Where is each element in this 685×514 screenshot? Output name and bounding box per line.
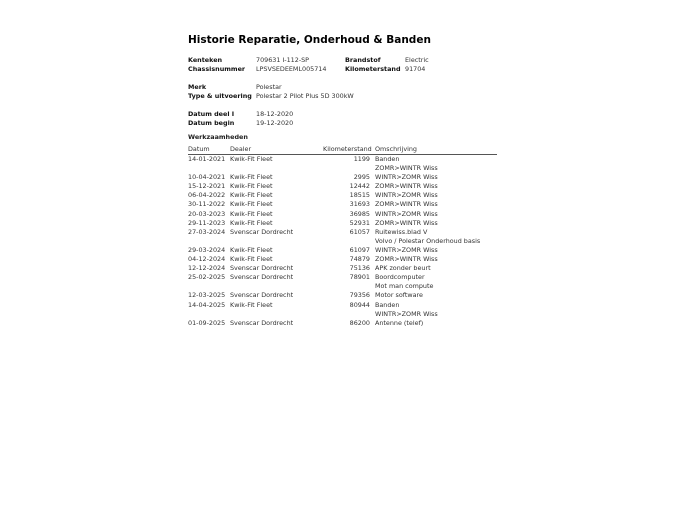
cell-omschrijving: WINTR>ZOMR Wiss: [375, 191, 438, 200]
kenteken-label: Kenteken: [188, 56, 223, 64]
cell-omschrijving: Motor software: [375, 291, 423, 300]
cell-dealer: Kwik-Fit Fleet: [230, 209, 273, 218]
chassis-label: Chassisnummer: [188, 65, 246, 73]
cell-dealer: [230, 164, 323, 173]
cell-datum: 20-03-2023: [188, 209, 226, 218]
header-kilometerstand: Kilometerstand: [323, 145, 372, 153]
cell-dealer: Svenscar Dordrecht: [230, 318, 294, 327]
cell-datum: 04-12-2024: [188, 255, 226, 264]
table-row: [188, 255, 497, 264]
cell-datum: 27-03-2024: [188, 227, 226, 236]
werkzaamheden-title: Werkzaamheden: [188, 133, 248, 141]
cell-kilometerstand: 75136: [349, 264, 370, 273]
datum-begin-value: 19-12-2020: [256, 119, 294, 127]
kilometerstand-value: 91704: [405, 65, 426, 73]
table-row: [188, 291, 497, 300]
datum-begin-label: Datum begin: [188, 119, 235, 127]
cell-dealer: Svenscar Dordrecht: [230, 227, 294, 236]
cell-omschrijving: ZOMR>WINTR Wiss: [375, 182, 438, 191]
table-row: [188, 246, 497, 255]
cell-dealer: [230, 237, 323, 246]
cell-omschrijving: Banden: [375, 155, 400, 163]
table-row: [188, 273, 497, 282]
table-row: [188, 301, 497, 310]
type-label: Type & uitvoering: [188, 92, 252, 100]
table-row: [188, 282, 497, 291]
page-title: Historie Reparatie, Onderhoud & Banden: [188, 34, 431, 46]
header-dealer: Dealer: [230, 145, 252, 153]
cell-datum: 14-01-2021: [188, 155, 226, 163]
cell-dealer: Kwik-Fit Fleet: [230, 191, 273, 200]
table-row: [188, 200, 497, 209]
cell-kilometerstand: 18515: [349, 191, 370, 200]
cell-dealer: Kwik-Fit Fleet: [230, 300, 273, 309]
cell-kilometerstand: 31693: [349, 200, 370, 209]
cell-omschrijving: WINTR>ZOMR Wiss: [375, 209, 438, 218]
cell-kilometerstand: [323, 282, 375, 291]
merk-value: Polestar: [256, 83, 282, 91]
cell-kilometerstand: 86200: [349, 318, 370, 327]
cell-datum: [188, 164, 230, 173]
header-omschrijving: Omschrijving: [375, 145, 417, 153]
cell-kilometerstand: [323, 310, 375, 319]
kilometerstand-label: Kilometerstand: [345, 65, 401, 73]
cell-omschrijving: WINTR>ZOMR Wiss: [375, 245, 438, 254]
brandstof-value: Electric: [405, 56, 429, 64]
cell-dealer: Kwik-Fit Fleet: [230, 155, 273, 163]
cell-dealer: Kwik-Fit Fleet: [230, 182, 273, 191]
table-row: [188, 310, 497, 319]
cell-kilometerstand: 36985: [349, 209, 370, 218]
table-row: [188, 228, 497, 237]
cell-kilometerstand: 78901: [349, 273, 370, 282]
chassis-value: LPSVSEDEEML005714: [256, 65, 327, 73]
cell-dealer: Kwik-Fit Fleet: [230, 173, 273, 182]
cell-dealer: Svenscar Dordrecht: [230, 273, 294, 282]
table-row: [188, 319, 497, 328]
cell-kilometerstand: 74879: [349, 255, 370, 264]
table-row: [188, 264, 497, 273]
cell-omschrijving: WINTR>ZOMR Wiss: [375, 173, 438, 182]
cell-omschrijving: WINTR>ZOMR Wiss: [375, 309, 438, 318]
cell-dealer: [230, 310, 323, 319]
table-row: [188, 155, 497, 164]
cell-omschrijving: ZOMR>WINTR Wiss: [375, 255, 438, 264]
cell-datum: 15-12-2021: [188, 182, 226, 191]
cell-dealer: [230, 282, 323, 291]
cell-datum: 30-11-2022: [188, 200, 226, 209]
table-row: [188, 210, 497, 219]
table-row: [188, 164, 497, 173]
cell-dealer: Kwik-Fit Fleet: [230, 255, 273, 264]
kenteken-value: 709631 I-112-SP: [256, 56, 310, 64]
cell-dealer: Kwik-Fit Fleet: [230, 218, 273, 227]
cell-datum: 25-02-2025: [188, 273, 226, 282]
table-row: [188, 191, 497, 200]
datum-deel-value: 18-12-2020: [256, 110, 294, 118]
table-row: [188, 237, 497, 246]
cell-datum: 29-03-2024: [188, 245, 226, 254]
cell-kilometerstand: 61097: [349, 245, 370, 254]
merk-label: Merk: [188, 83, 207, 91]
cell-kilometerstand: 61057: [349, 227, 370, 236]
cell-datum: 06-04-2022: [188, 191, 226, 200]
cell-dealer: Kwik-Fit Fleet: [230, 245, 273, 254]
table-row: [188, 173, 497, 182]
werkzaamheden-table: [188, 145, 497, 328]
datum-deel-label: Datum deel I: [188, 110, 235, 118]
cell-omschrijving: Volvo / Polestar Onderhoud basis: [375, 236, 481, 245]
type-value: Polestar 2 Pilot Plus 5D 300kW: [256, 92, 354, 100]
cell-omschrijving: ZOMR>WINTR Wiss: [375, 218, 438, 227]
cell-omschrijving: Boordcomputer: [375, 273, 425, 282]
cell-omschrijving: Ruitewiss.blad V: [375, 227, 428, 236]
cell-datum: [188, 310, 230, 319]
cell-omschrijving: Banden: [375, 300, 400, 309]
cell-dealer: Svenscar Dordrecht: [230, 291, 294, 300]
cell-datum: 14-04-2025: [188, 300, 226, 309]
cell-datum: [188, 237, 230, 246]
cell-kilometerstand: [323, 237, 375, 246]
cell-kilometerstand: 79356: [349, 291, 370, 300]
cell-datum: 01-09-2025: [188, 318, 226, 327]
cell-kilometerstand: 1199: [353, 155, 370, 163]
table-body: [188, 155, 497, 328]
cell-omschrijving: Mot man compute: [375, 282, 434, 291]
cell-datum: [188, 282, 230, 291]
cell-omschrijving: APK zonder beurt: [375, 264, 431, 273]
cell-datum: 29-11-2023: [188, 218, 226, 227]
cell-datum: 10-04-2021: [188, 173, 226, 182]
table-row: [188, 182, 497, 191]
table-header: [188, 145, 497, 155]
cell-kilometerstand: 80944: [349, 300, 370, 309]
cell-kilometerstand: 12442: [349, 182, 370, 191]
cell-datum: 12-12-2024: [188, 264, 226, 273]
cell-omschrijving: Antenne (telef): [375, 318, 424, 327]
cell-kilometerstand: 52931: [349, 218, 370, 227]
cell-omschrijving: ZOMR>WINTR Wiss: [375, 200, 438, 209]
cell-omschrijving: ZOMR>WINTR Wiss: [375, 164, 438, 173]
cell-datum: 12-03-2025: [188, 291, 226, 300]
cell-dealer: Svenscar Dordrecht: [230, 264, 294, 273]
table-row: [188, 219, 497, 228]
cell-kilometerstand: 2995: [353, 173, 370, 182]
brandstof-label: Brandstof: [345, 56, 381, 64]
cell-dealer: Kwik-Fit Fleet: [230, 200, 273, 209]
cell-kilometerstand: [323, 164, 375, 173]
header-datum: Datum: [188, 145, 210, 153]
